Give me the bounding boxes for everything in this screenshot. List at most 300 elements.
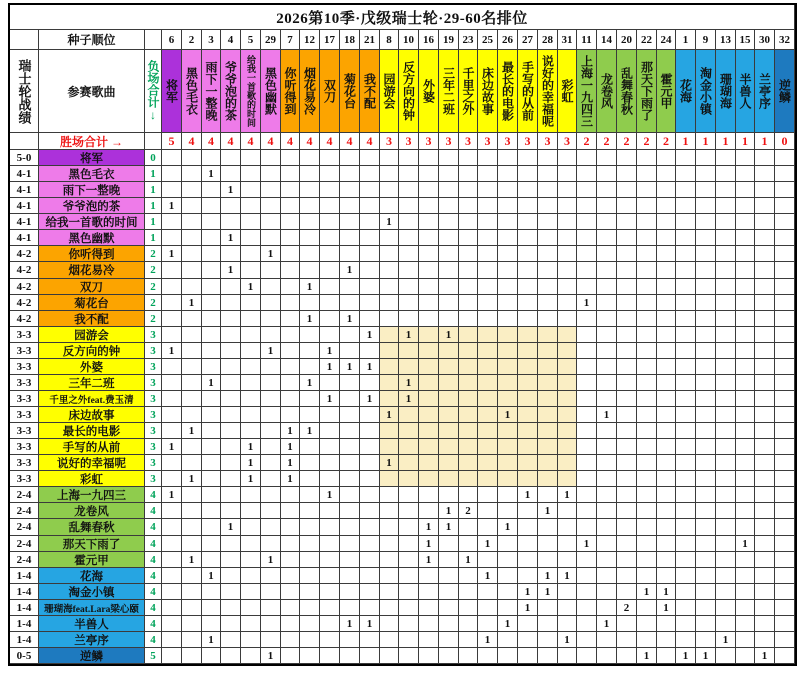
matrix-cell	[261, 487, 281, 503]
matrix-cell	[182, 279, 202, 295]
matrix-cell	[577, 166, 597, 182]
loss-total-cell: 1	[145, 166, 162, 182]
matrix-cell	[597, 246, 617, 262]
matrix-cell	[676, 600, 696, 616]
matrix-cell	[716, 295, 736, 311]
matrix-cell	[736, 455, 755, 471]
matrix-cell	[597, 536, 617, 552]
record-cell: 3-3	[10, 375, 39, 391]
matrix-cell	[676, 327, 696, 343]
matrix-cell	[538, 214, 558, 230]
matrix-cell	[162, 632, 182, 648]
song-column-header	[360, 50, 380, 133]
matrix-cell: 1	[755, 648, 775, 664]
matrix-cell	[755, 150, 775, 166]
matrix-cell	[380, 198, 399, 214]
matrix-cell	[498, 439, 518, 455]
matrix-cell	[637, 391, 657, 407]
matrix-cell	[281, 552, 300, 568]
matrix-cell	[459, 648, 478, 664]
matrix-cell	[360, 246, 380, 262]
matrix-cell	[498, 536, 518, 552]
seed-cell: 22	[637, 30, 657, 50]
matrix-cell	[716, 246, 736, 262]
song-column-header	[518, 50, 538, 133]
matrix-cell	[538, 536, 558, 552]
matrix-cell	[439, 214, 459, 230]
matrix-cell	[261, 584, 281, 600]
matrix-cell	[518, 343, 538, 359]
matrix-cell	[716, 182, 736, 198]
matrix-cell	[577, 359, 597, 375]
matrix-cell	[162, 648, 182, 664]
matrix-cell	[716, 343, 736, 359]
matrix-cell	[637, 279, 657, 295]
matrix-cell	[637, 600, 657, 616]
song-column-header-text: 霍元甲	[659, 73, 673, 109]
matrix-cell	[459, 279, 478, 295]
matrix-cell	[676, 311, 696, 327]
matrix-cell	[637, 487, 657, 503]
matrix-cell	[439, 295, 459, 311]
song-row-label: 龙卷风	[39, 503, 145, 519]
matrix-cell	[182, 455, 202, 471]
win-total-cell: 4	[300, 133, 320, 150]
matrix-cell	[696, 295, 716, 311]
matrix-cell: 1	[558, 568, 577, 584]
matrix-cell	[577, 632, 597, 648]
song-column-header-text: 爷爷泡的茶	[223, 61, 238, 121]
matrix-cell	[340, 487, 360, 503]
matrix-cell	[162, 359, 182, 375]
matrix-cell	[538, 262, 558, 279]
record-cell: 1-4	[10, 616, 39, 632]
loss-total-cell: 5	[145, 648, 162, 664]
song-column-header-text: 淘金小镇	[698, 67, 713, 115]
matrix-cell	[182, 536, 202, 552]
matrix-cell	[261, 503, 281, 519]
song-column-header-text: 雨下一整晚	[204, 61, 218, 121]
matrix-cell: 1	[597, 616, 617, 632]
matrix-cell: 1	[202, 375, 221, 391]
win-total-cell: 5	[162, 133, 182, 150]
matrix-cell	[182, 391, 202, 407]
win-total-cell: 4	[202, 133, 221, 150]
matrix-cell: 1	[439, 327, 459, 343]
matrix-cell	[439, 182, 459, 198]
song-row-label: 三年二班	[39, 375, 145, 391]
matrix-cell: 1	[320, 359, 340, 375]
matrix-cell	[597, 375, 617, 391]
matrix-cell	[419, 166, 439, 182]
matrix-cell	[676, 279, 696, 295]
matrix-cell	[182, 262, 202, 279]
matrix-cell: 1	[261, 343, 281, 359]
record-cell: 4-2	[10, 279, 39, 295]
win-total-cell: 1	[736, 133, 755, 150]
matrix-cell	[162, 182, 182, 198]
matrix-cell: 1	[221, 262, 241, 279]
matrix-cell	[558, 198, 577, 214]
song-column-header-text: 将军	[164, 79, 179, 103]
matrix-cell	[597, 648, 617, 664]
song-row-label: 园游会	[39, 327, 145, 343]
matrix-cell	[202, 439, 221, 455]
matrix-cell	[716, 455, 736, 471]
matrix-cell	[617, 632, 637, 648]
matrix-cell	[162, 150, 182, 166]
matrix-cell	[202, 648, 221, 664]
matrix-cell	[380, 359, 399, 375]
matrix-cell	[676, 182, 696, 198]
loss-total-cell: 4	[145, 503, 162, 519]
matrix-cell	[775, 230, 795, 246]
matrix-cell	[221, 632, 241, 648]
matrix-cell	[755, 455, 775, 471]
matrix-cell	[736, 246, 755, 262]
matrix-cell	[558, 375, 577, 391]
matrix-cell	[202, 198, 221, 214]
loss-total-cell: 1	[145, 230, 162, 246]
matrix-cell	[637, 616, 657, 632]
matrix-cell	[755, 182, 775, 198]
seed-cell: 7	[281, 30, 300, 50]
matrix-cell	[241, 343, 261, 359]
record-cell: 1-4	[10, 632, 39, 648]
matrix-cell	[775, 503, 795, 519]
matrix-cell	[478, 375, 498, 391]
matrix-cell	[439, 391, 459, 407]
matrix-cell	[736, 616, 755, 632]
matrix-cell	[755, 375, 775, 391]
matrix-cell	[657, 279, 676, 295]
matrix-cell	[617, 568, 637, 584]
song-column-header	[261, 50, 281, 133]
matrix-cell	[597, 600, 617, 616]
matrix-cell: 1	[202, 632, 221, 648]
matrix-cell	[182, 407, 202, 423]
songs-label: 参赛歌曲	[39, 50, 145, 133]
matrix-cell	[716, 230, 736, 246]
matrix-cell	[439, 600, 459, 616]
matrix-cell	[340, 503, 360, 519]
song-column-header-text: 烟花易冷	[302, 67, 317, 115]
matrix-cell	[320, 616, 340, 632]
song-column-header	[241, 50, 261, 133]
matrix-cell	[558, 503, 577, 519]
loss-total-cell: 2	[145, 279, 162, 295]
matrix-cell	[676, 230, 696, 246]
song-column-header	[399, 50, 419, 133]
matrix-cell	[518, 182, 538, 198]
song-column-header	[597, 50, 617, 133]
loss-total-cell: 2	[145, 262, 162, 279]
matrix-cell: 1	[300, 375, 320, 391]
matrix-cell	[221, 279, 241, 295]
matrix-cell	[419, 295, 439, 311]
matrix-cell	[637, 262, 657, 279]
matrix-cell	[597, 423, 617, 439]
matrix-cell	[736, 279, 755, 295]
loss-total-cell: 3	[145, 343, 162, 359]
song-column-header-text: 兰亭序	[757, 73, 772, 109]
matrix-cell	[657, 150, 676, 166]
matrix-cell: 1	[538, 584, 558, 600]
matrix-cell	[320, 198, 340, 214]
matrix-cell	[577, 552, 597, 568]
matrix-cell	[755, 568, 775, 584]
matrix-cell	[202, 552, 221, 568]
matrix-cell	[459, 471, 478, 487]
matrix-cell	[736, 487, 755, 503]
matrix-cell	[577, 600, 597, 616]
matrix-cell	[182, 519, 202, 536]
seed-cell: 11	[577, 30, 597, 50]
matrix-cell: 1	[162, 487, 182, 503]
matrix-cell	[281, 343, 300, 359]
matrix-cell	[261, 150, 281, 166]
matrix-cell: 1	[162, 198, 182, 214]
record-cell: 4-2	[10, 311, 39, 327]
matrix-cell	[241, 295, 261, 311]
matrix-cell	[696, 279, 716, 295]
matrix-cell	[478, 616, 498, 632]
matrix-cell	[775, 262, 795, 279]
win-total-row-corner	[10, 133, 39, 150]
matrix-cell	[202, 423, 221, 439]
loss-total-cell: 1	[145, 214, 162, 230]
matrix-cell	[657, 407, 676, 423]
matrix-cell	[518, 311, 538, 327]
left-axis-label-text: 瑞士轮战绩	[16, 58, 32, 124]
matrix-cell	[340, 439, 360, 455]
matrix-cell	[281, 198, 300, 214]
matrix-cell	[538, 279, 558, 295]
matrix-cell	[676, 214, 696, 230]
matrix-cell	[300, 150, 320, 166]
matrix-cell	[518, 552, 538, 568]
matrix-cell	[676, 568, 696, 584]
matrix-cell	[498, 391, 518, 407]
song-column-header-text: 园游会	[382, 73, 396, 109]
matrix-cell	[775, 246, 795, 262]
matrix-cell	[300, 471, 320, 487]
matrix-cell	[182, 632, 202, 648]
song-row-label: 外婆	[39, 359, 145, 375]
record-cell: 4-1	[10, 198, 39, 214]
matrix-cell	[597, 471, 617, 487]
matrix-cell	[597, 632, 617, 648]
matrix-cell	[162, 375, 182, 391]
matrix-cell: 1	[657, 584, 676, 600]
matrix-cell	[617, 182, 637, 198]
matrix-cell	[459, 536, 478, 552]
matrix-cell	[696, 600, 716, 616]
song-row-label: 床边故事	[39, 407, 145, 423]
matrix-cell	[755, 423, 775, 439]
matrix-cell	[736, 230, 755, 246]
matrix-cell	[320, 552, 340, 568]
song-column-header-text: 千里之外	[461, 67, 475, 115]
matrix-cell	[478, 182, 498, 198]
win-total-label: 胜场合计 →	[39, 133, 145, 150]
matrix-cell	[320, 568, 340, 584]
matrix-cell	[320, 519, 340, 536]
matrix-cell	[755, 343, 775, 359]
matrix-cell	[577, 423, 597, 439]
matrix-cell	[182, 343, 202, 359]
matrix-cell	[755, 230, 775, 246]
song-column-header-text: 你听得到	[283, 67, 297, 115]
matrix-cell	[676, 552, 696, 568]
matrix-cell	[360, 632, 380, 648]
matrix-cell	[300, 359, 320, 375]
matrix-cell: 1	[538, 503, 558, 519]
matrix-cell: 1	[637, 648, 657, 664]
loss-total-cell: 3	[145, 439, 162, 455]
matrix-cell	[281, 487, 300, 503]
record-cell: 3-3	[10, 423, 39, 439]
matrix-cell	[538, 455, 558, 471]
matrix-cell	[300, 230, 320, 246]
matrix-cell	[716, 584, 736, 600]
matrix-cell	[320, 375, 340, 391]
matrix-cell: 1	[439, 519, 459, 536]
matrix-cell	[478, 150, 498, 166]
matrix-cell	[518, 150, 538, 166]
matrix-cell	[637, 214, 657, 230]
matrix-cell	[498, 246, 518, 262]
song-row-label: 逆鳞	[39, 648, 145, 664]
matrix-cell	[380, 616, 399, 632]
matrix-cell	[320, 439, 340, 455]
matrix-cell	[162, 311, 182, 327]
matrix-cell	[716, 198, 736, 214]
matrix-cell	[696, 214, 716, 230]
matrix-cell	[459, 230, 478, 246]
matrix-cell	[755, 600, 775, 616]
matrix-cell	[518, 519, 538, 536]
matrix-cell	[637, 359, 657, 375]
matrix-cell	[775, 552, 795, 568]
matrix-cell	[498, 327, 518, 343]
seed-cell: 25	[478, 30, 498, 50]
matrix-cell	[676, 439, 696, 455]
matrix-cell	[399, 182, 419, 198]
matrix-cell	[182, 584, 202, 600]
song-column-header-text: 黑色幽默	[263, 67, 278, 115]
matrix-cell	[676, 359, 696, 375]
matrix-cell	[261, 423, 281, 439]
matrix-cell	[459, 214, 478, 230]
matrix-cell	[478, 391, 498, 407]
matrix-cell: 1	[261, 648, 281, 664]
matrix-cell	[597, 214, 617, 230]
matrix-cell	[419, 423, 439, 439]
matrix-cell	[716, 423, 736, 439]
matrix-cell	[577, 198, 597, 214]
matrix-cell	[241, 214, 261, 230]
matrix-cell: 1	[696, 648, 716, 664]
win-total-cell: 3	[558, 133, 577, 150]
loss-total-cell: 3	[145, 407, 162, 423]
matrix-cell	[478, 487, 498, 503]
song-column-header	[538, 50, 558, 133]
matrix-cell	[202, 230, 221, 246]
matrix-cell	[360, 150, 380, 166]
song-row-label: 珊瑚海feat.Lara梁心颐	[39, 600, 145, 616]
matrix-cell	[498, 600, 518, 616]
matrix-cell	[558, 279, 577, 295]
matrix-cell	[459, 600, 478, 616]
matrix-cell	[300, 503, 320, 519]
matrix-cell	[320, 503, 340, 519]
matrix-cell	[657, 503, 676, 519]
matrix-cell	[399, 423, 419, 439]
seed-cell: 5	[241, 30, 261, 50]
matrix-cell	[162, 536, 182, 552]
matrix-cell	[597, 439, 617, 455]
matrix-cell: 1	[320, 391, 340, 407]
matrix-cell	[637, 407, 657, 423]
win-total-cell: 3	[439, 133, 459, 150]
matrix-cell	[300, 327, 320, 343]
matrix-cell	[399, 246, 419, 262]
matrix-cell	[281, 519, 300, 536]
matrix-cell	[617, 455, 637, 471]
matrix-cell	[162, 471, 182, 487]
win-total-cell: 3	[538, 133, 558, 150]
matrix-cell	[300, 568, 320, 584]
matrix-cell	[755, 359, 775, 375]
matrix-cell	[736, 359, 755, 375]
matrix-cell: 1	[300, 423, 320, 439]
matrix-cell	[380, 311, 399, 327]
matrix-cell	[221, 648, 241, 664]
matrix-cell	[360, 375, 380, 391]
matrix-cell: 1	[518, 487, 538, 503]
matrix-cell	[617, 327, 637, 343]
matrix-cell	[419, 359, 439, 375]
matrix-cell	[162, 519, 182, 536]
matrix-cell	[755, 536, 775, 552]
matrix-cell	[716, 391, 736, 407]
matrix-cell	[736, 584, 755, 600]
matrix-cell	[538, 391, 558, 407]
matrix-cell	[221, 455, 241, 471]
song-row-label: 将军	[39, 150, 145, 166]
matrix-cell	[459, 375, 478, 391]
matrix-cell	[716, 648, 736, 664]
song-row-label: 半兽人	[39, 616, 145, 632]
matrix-cell	[558, 552, 577, 568]
matrix-cell	[498, 182, 518, 198]
matrix-cell	[478, 311, 498, 327]
matrix-cell	[202, 343, 221, 359]
matrix-cell	[182, 439, 202, 455]
matrix-cell	[399, 471, 419, 487]
matrix-cell	[775, 198, 795, 214]
matrix-cell	[617, 295, 637, 311]
matrix-cell	[380, 632, 399, 648]
matrix-cell	[162, 600, 182, 616]
matrix-cell	[340, 182, 360, 198]
matrix-cell	[716, 552, 736, 568]
matrix-cell	[657, 327, 676, 343]
matrix-cell	[676, 343, 696, 359]
matrix-cell	[577, 616, 597, 632]
matrix-cell	[261, 439, 281, 455]
